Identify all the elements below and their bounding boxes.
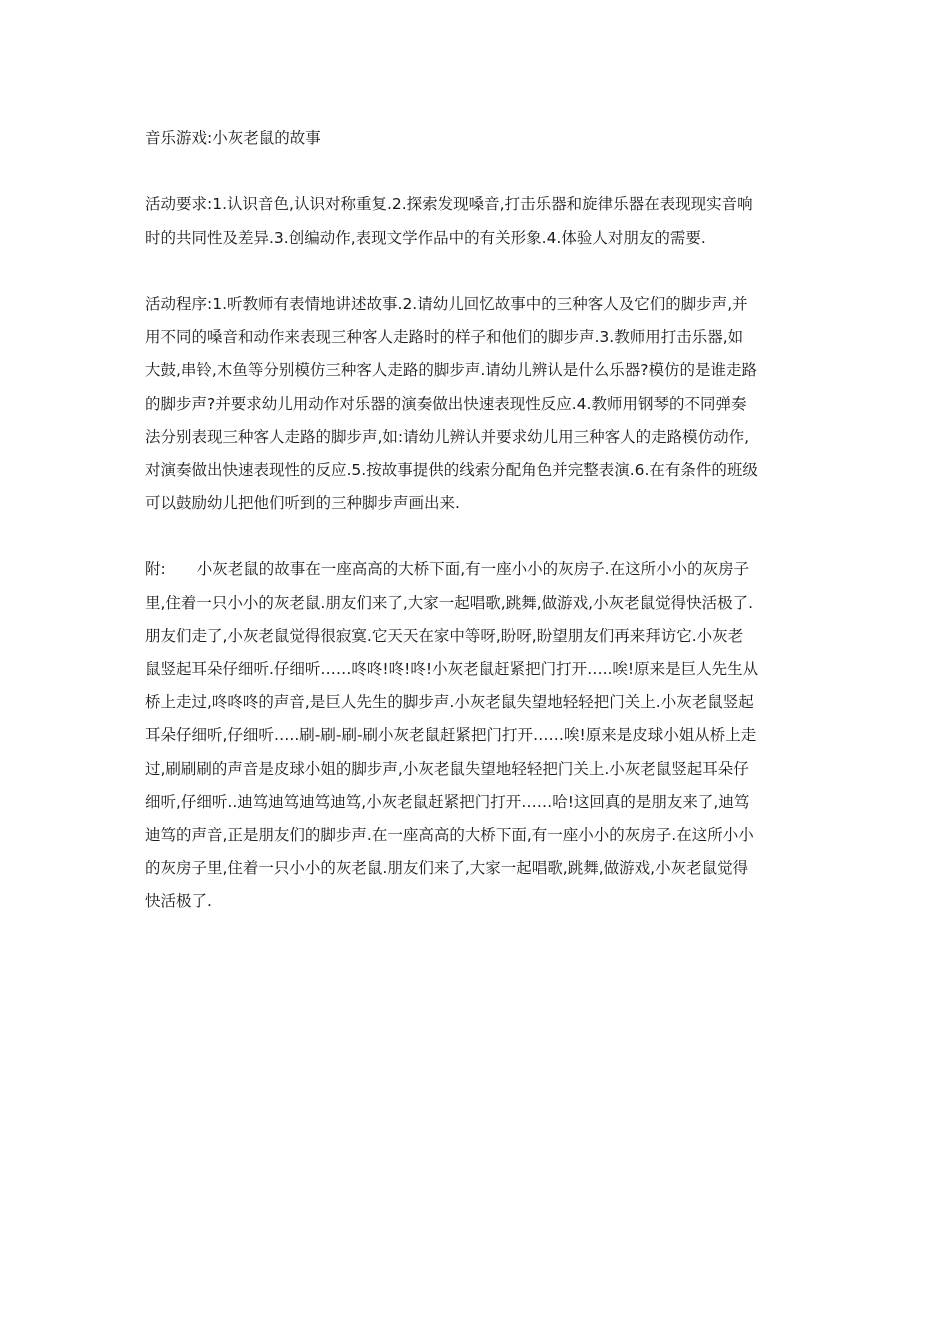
procedure-line: 法分别表现三种客人走路的脚步声,如:请幼儿辨认并要求幼儿用三种客人的走路模仿动作, xyxy=(145,427,750,446)
requirements-line: 时的共同性及差异.3.创编动作,表现文学作品中的有关形象.4.体验人对朋友的需要. xyxy=(145,228,706,247)
procedure-line: 可以鼓励幼儿把他们听到的三种脚步声画出来. xyxy=(145,494,460,513)
appendix-line: 细听,仔细听..迪笃迪笃迪笃迪笃,小灰老鼠赶紧把门打开……哈!这回真的是朋友来了,迪笃 xyxy=(145,792,750,811)
appendix-line: 附: 小灰老鼠的故事在一座高高的大桥下面,有一座小小的灰房子.在这所小小的灰房子 xyxy=(145,560,750,579)
paragraph-gap xyxy=(145,520,809,553)
appendix-line: 的灰房子里,住着一只小小的灰老鼠.朋友们来了,大家一起唱歌,跳舞,做游戏,小灰老鼠觉得 xyxy=(145,859,749,878)
appendix-line: 迪笃的声音,正是朋友们的脚步声.在一座高高的大桥下面,有一座小小的灰房子.在这所小小 xyxy=(145,825,754,844)
appendix-line: 桥上走过,咚咚咚的声音,是巨人先生的脚步声.小灰老鼠失望地轻轻把门关上.小灰老鼠竖起 xyxy=(145,693,754,712)
appendix-paragraph xyxy=(145,553,809,918)
appendix-line: 里,住着一只小小的灰老鼠.朋友们来了,大家一起唱歌,跳舞,做游戏,小灰老鼠觉得快活极了. xyxy=(145,593,753,612)
requirements-line: 活动要求:1.认识音色,认识对称重复.2.探索发现嗓音,打击乐器和旋律乐器在表现现实音响 xyxy=(145,195,753,214)
procedure-line: 大鼓,串铃,木鱼等分别模仿三种客人走路的脚步声.请幼儿辨认是什么乐器?模仿的是谁走路 xyxy=(145,361,758,380)
paragraph-gap xyxy=(145,255,809,288)
appendix-line: 鼠竖起耳朵仔细听.仔细听……咚咚!咚!咚!小灰老鼠赶紧把门打开…..唉!原来是巨人先生从 xyxy=(145,660,759,678)
procedure-line: 用不同的嗓音和动作来表现三种客人走路时的样子和他们的脚步声.3.教师用打击乐器,如 xyxy=(145,328,744,347)
procedure-line: 对演奏做出快速表现性的反应.5.按故事提供的线索分配角色并完整表演.6.在有条件的班级 xyxy=(145,460,758,479)
document-body xyxy=(145,122,809,919)
paragraph-gap xyxy=(145,155,809,188)
procedure-paragraph xyxy=(145,288,809,520)
procedure-line: 活动程序:1.听教师有表情地讲述故事.2.请幼儿回忆故事中的三种客人及它们的脚步声,并 xyxy=(145,294,748,313)
appendix-line: 过,刷刷刷的声音是皮球小姐的脚步声,小灰老鼠失望地轻轻把门关上.小灰老鼠竖起耳朵仔 xyxy=(145,759,749,778)
procedure-line: 的脚步声?并要求幼儿用动作对乐器的演奏做出快速表现性反应.4.教师用钢琴的不同弹奏 xyxy=(145,394,747,413)
appendix-line: 朋友们走了,小灰老鼠觉得很寂寞.它天天在家中等呀,盼呀,盼望朋友们再来拜访它.小灰老 xyxy=(145,626,744,645)
appendix-line: 快活极了. xyxy=(145,892,212,911)
appendix-line: 耳朵仔细听,仔细听…..刷-刷-刷-刷小灰老鼠赶紧把门打开……唉!原来是皮球小姐从桥上走 xyxy=(145,726,757,745)
document-title: 音乐游戏:小灰老鼠的故事 xyxy=(145,129,321,147)
requirements-paragraph xyxy=(145,188,809,254)
